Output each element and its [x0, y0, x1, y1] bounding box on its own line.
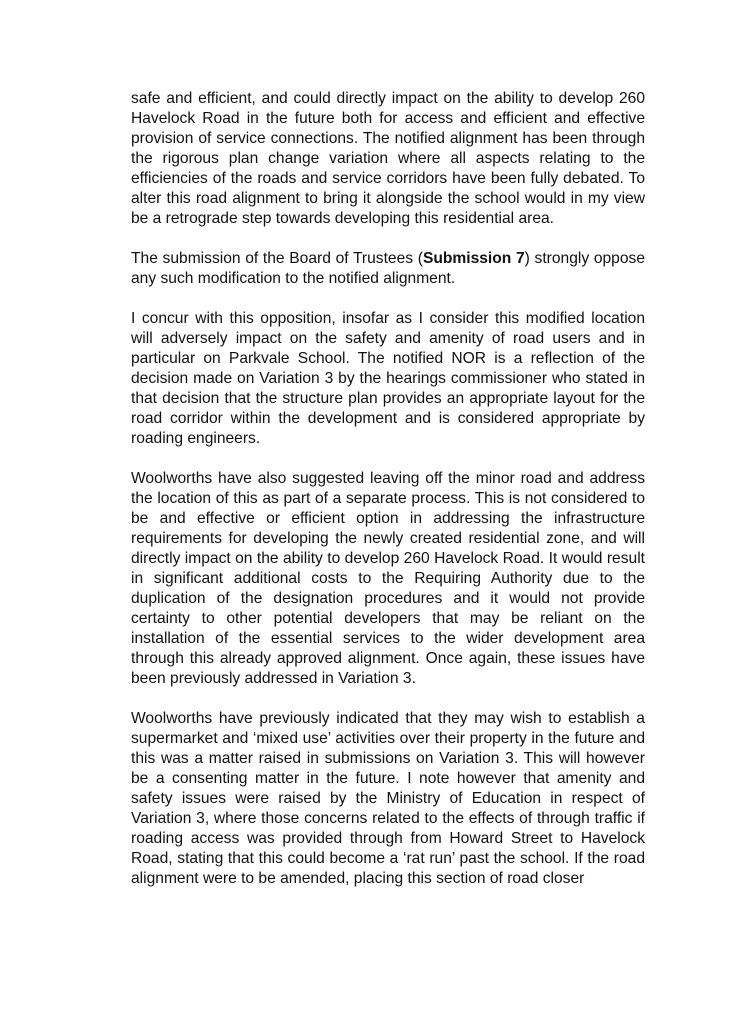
paragraph-text-before: The submission of the Board of Trustees (: [131, 250, 423, 267]
document-page: [131, 89, 645, 889]
paragraph-board-of-trustees: [131, 249, 645, 289]
paragraph-minor-road: Woolworths have also suggested leaving off the minor road and address the location of this as part of a separate process. This is not considered to be and effective or efficient option in addressing the infrastructure requirements for developing the newly created residential zone, and will directly impact on the ability to develop 260 Havelock Road. It would result in significant additional costs to the Requiring Authority due to the duplication of the designation procedures and it would not provide certainty to other potential developers that may be reliant on the installation of the essential services to the wider development area through this already approved alignment. Once again, these issues have been previously addressed in Variation 3.: [131, 470, 645, 687]
paragraph-text-after: ) strongly oppose any such modification to the notified alignment.: [131, 250, 645, 287]
paragraph-supermarket: Woolworths have previously indicated that they may wish to establish a supermarket and ‘mixed use’ activities over their property in the future and this was a matter raised in submissions on Variation 3. This will however be a consenting matter in the future. I note however that amenity and safety issues were raised by the Ministry of Education in respect of Variation 3, where those concerns related to the effects of through traffic if roading access was provided through from Howard Street to Havelock Road, stating that this could become a ‘rat run’ past the school. If the road alignment were to be amended, placing this section of road closer: [131, 710, 645, 887]
submission-reference: Submission 7: [422, 250, 525, 267]
paragraph-concur-opposition: I concur with this opposition, insofar as I consider this modified location will adversely impact on the safety and amenity of road users and in particular on Parkvale School. The notified NOR is a reflection of the decision made on Variation 3 by the hearings commissioner who stated in that decision that the structure plan provides an appropriate layout for the road corridor within the development and is considered appropriate by roading engineers.: [131, 310, 645, 447]
paragraph-access-efficiency: safe and efficient, and could directly impact on the ability to develop 260 Havelock Road in the future both for access and efficient and effective provision of service connections. The notified alignment has been through the rigorous plan change variation where all aspects relating to the efficiencies of the roads and service corridors have been fully debated. To alter this road alignment to bring it alongside the school would in my view be a retrograde step towards developing this residential area.: [131, 90, 645, 227]
